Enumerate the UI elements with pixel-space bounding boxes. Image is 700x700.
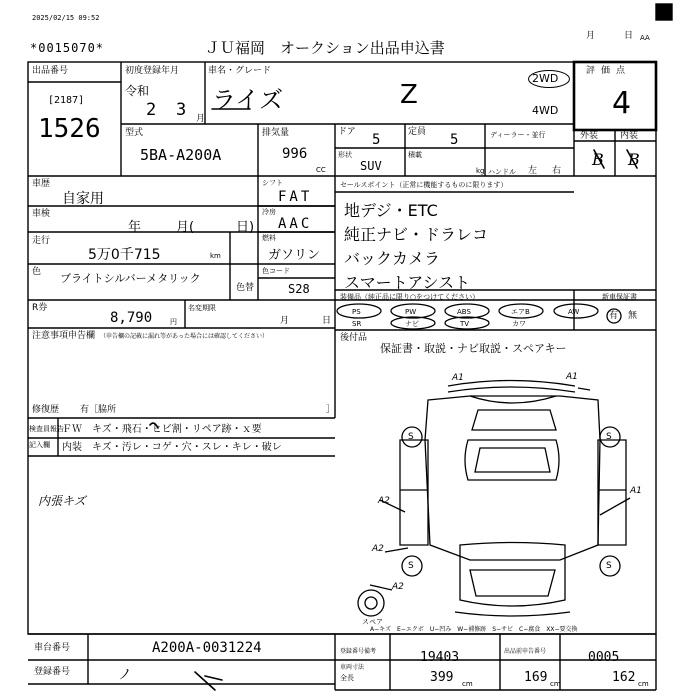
equip-sr: SR xyxy=(352,320,362,328)
shape-label: 形状 xyxy=(338,151,352,159)
prev-entry-label: 出品前申告番号 xyxy=(504,648,547,655)
selling-point-4: スマートアシスト xyxy=(344,273,471,292)
model-value: 5BA-A200A xyxy=(140,146,222,164)
color-label: 色 xyxy=(32,267,42,277)
inspection-day: 日) xyxy=(236,220,255,235)
handle-label: ハンドル xyxy=(488,168,516,176)
chassis-label: 車台番号 xyxy=(34,643,71,653)
listing-sub-number: [2187] xyxy=(48,95,85,106)
color-change-label: 色替 xyxy=(236,283,255,293)
mileage-label: 走行 xyxy=(32,236,51,246)
length-label: 全長 xyxy=(340,674,354,682)
equip-airbag: エアB xyxy=(511,308,530,316)
extras-label: 後付品 xyxy=(340,333,368,343)
length-unit: cm xyxy=(462,680,473,688)
damage-mark-6: S xyxy=(606,561,612,571)
remarks-label: 検査員報告 xyxy=(29,425,64,433)
usage-value: 自家用 xyxy=(62,191,104,207)
displacement-value: 996 xyxy=(282,146,308,162)
color-value: ブライトシルバーメタリック xyxy=(60,272,201,285)
length-value: 399 xyxy=(430,670,454,685)
registration-month: 3 xyxy=(176,100,187,120)
damage-legend: A−キズ E−エクボ U−凹み W−補修跡 S−サビ C−腐食 XX−要交換 xyxy=(370,626,578,633)
aircon-label: 冷房 xyxy=(262,208,276,216)
listing-number: 1526 xyxy=(38,114,101,144)
warranty-has: 有 xyxy=(609,311,619,321)
damage-mark-7: A1 xyxy=(630,486,642,496)
extras-value: 保証書・取説・ナビ取説・スペアキー xyxy=(380,342,567,355)
interior-label: 内装 xyxy=(620,131,639,141)
handwritten-note: 内張キズ xyxy=(38,494,86,508)
inspection-month: 月( xyxy=(176,220,195,235)
color-code-value: S28 xyxy=(288,282,310,296)
displacement-label: 排気量 xyxy=(262,128,290,138)
doors-value: 5 xyxy=(372,132,381,148)
width-value: 169 xyxy=(524,670,548,685)
mileage-unit: km xyxy=(210,252,221,260)
damage-mark-2: A1 xyxy=(566,372,578,382)
equipment-label: 装備品（純正品に限り○をつけてください） xyxy=(340,293,480,301)
model-label: 型式 xyxy=(125,128,144,138)
registration-label: 初度登録年月 xyxy=(125,66,180,76)
car-diagram-lines xyxy=(358,381,630,617)
damage-mark-5: S xyxy=(408,561,414,571)
equip-leather: カワ xyxy=(512,320,526,328)
equip-aw: AW xyxy=(568,308,580,316)
repair-value: 有［脇所 xyxy=(80,405,117,415)
equip-tv: TV xyxy=(460,320,470,328)
recycle-label: R券 xyxy=(32,303,48,313)
evaluation-score: 4 xyxy=(612,86,632,121)
repair-label: 修復歴 xyxy=(32,405,60,415)
aa-label: AA xyxy=(640,34,650,42)
selling-point-3: バックカメラ xyxy=(344,249,441,268)
damage-mark-9: A2 xyxy=(378,496,390,506)
handle-left: 左 xyxy=(528,166,538,176)
spare-label: スペア xyxy=(362,618,383,626)
damage-mark-10: A2 xyxy=(392,582,404,592)
equip-abs: ABS xyxy=(457,308,471,316)
car-grade: Z xyxy=(400,80,418,110)
condition-row-2: 内装 キズ・汚レ・コゲ・穴・スレ・キレ・破レ xyxy=(62,442,282,453)
inspection-year: 年 xyxy=(128,220,142,235)
load-label: 積載 xyxy=(408,151,422,159)
equip-pw: PW xyxy=(405,308,417,316)
prev-entry-value: 0005 xyxy=(588,650,620,665)
day-label: 日 xyxy=(624,31,634,41)
month-label: 月 xyxy=(586,31,596,41)
name-change-month: 月 xyxy=(280,316,290,326)
exterior-grade: B xyxy=(592,150,604,169)
barcode-number: *0015070* xyxy=(30,41,105,55)
selling-point-1: 地デジ・ETC xyxy=(344,201,438,220)
drive-4wd: 4WD xyxy=(532,104,559,117)
usage-label: 車歴 xyxy=(32,179,51,189)
equip-ps: PS xyxy=(352,308,361,316)
recycle-unit: 円 xyxy=(170,318,177,326)
form-title: ＪＵ福岡 オークション出品申込書 xyxy=(205,39,445,57)
registration-era: 令和 xyxy=(125,84,150,98)
seats-label: 定員 xyxy=(408,127,427,137)
cert-value: 19403 xyxy=(420,650,460,665)
damage-mark-8: A2 xyxy=(372,544,384,554)
handle-right: 右 xyxy=(552,166,562,176)
displacement-unit: CC xyxy=(316,166,326,174)
seats-value: 5 xyxy=(450,132,459,148)
cert-label: 登録番号備考 xyxy=(340,648,377,655)
registration-month-unit: 月 xyxy=(196,114,206,124)
warranty-label: 新車保証書 xyxy=(602,293,637,301)
remarks-sub: 記入欄 xyxy=(29,441,50,449)
shift-value: FAT xyxy=(278,189,313,205)
name-change-label: 名変期限 xyxy=(188,304,216,312)
repair-close: ］ xyxy=(326,405,336,415)
height-value: 162 xyxy=(612,670,636,685)
inspection-label: 車検 xyxy=(32,209,51,219)
notes-sub: （申告欄の記載に漏れ等があった場合には確認してください） xyxy=(100,333,268,340)
damage-mark-4: S xyxy=(606,432,612,442)
load-unit: kg xyxy=(476,167,485,175)
fuel-value: ガソリン xyxy=(268,248,321,263)
aircon-value: AAC xyxy=(278,216,313,232)
height-unit: cm xyxy=(638,680,649,688)
fuel-label: 燃料 xyxy=(262,234,276,242)
plate-value: ノ xyxy=(118,667,132,683)
notes-label: 注意事項申告欄 xyxy=(32,331,96,341)
damage-mark-1: A1 xyxy=(452,373,464,383)
condition-row-1: ＦＷ キズ・飛石・ヒビ割・リペア跡・ｘ要 xyxy=(62,424,262,435)
name-change-day: 日 xyxy=(322,316,332,326)
shift-label: シフト xyxy=(262,179,283,187)
doors-label: ドア xyxy=(338,127,356,137)
evaluation-label: 評価点 xyxy=(586,66,632,76)
listing-label: 出品番号 xyxy=(32,66,69,76)
registration-year: 2 xyxy=(146,100,157,120)
exterior-label: 外装 xyxy=(580,131,599,141)
selling-points-label: セールスポイント（正常に機能するものに限ります） xyxy=(340,181,508,189)
color-code-label: 色コード xyxy=(262,267,290,275)
recycle-value: 8,790 xyxy=(110,310,153,326)
car-name-label: 車名・グレード xyxy=(208,66,272,76)
shape-value: SUV xyxy=(360,159,382,173)
dimensions-label: 車両寸法 xyxy=(340,664,365,671)
warranty-none: 無 xyxy=(628,311,638,321)
damage-mark-3: S xyxy=(408,432,414,442)
drive-2wd: 2WD xyxy=(532,72,559,85)
interior-grade: B xyxy=(628,150,640,169)
timestamp: 2025/02/15 09:52 xyxy=(32,14,100,22)
plate-label: 登録番号 xyxy=(34,667,71,677)
selling-point-2: 純正ナビ・ドラレコ xyxy=(344,225,489,244)
chassis-value: A200A-0031224 xyxy=(152,640,262,656)
mileage-value: 5万0千715 xyxy=(88,247,161,263)
car-name: ライズ xyxy=(212,86,284,114)
dealer-label: ディーラー・並行 xyxy=(490,131,546,139)
equip-navi: ナビ xyxy=(405,320,419,328)
width-unit: cm xyxy=(550,680,561,688)
